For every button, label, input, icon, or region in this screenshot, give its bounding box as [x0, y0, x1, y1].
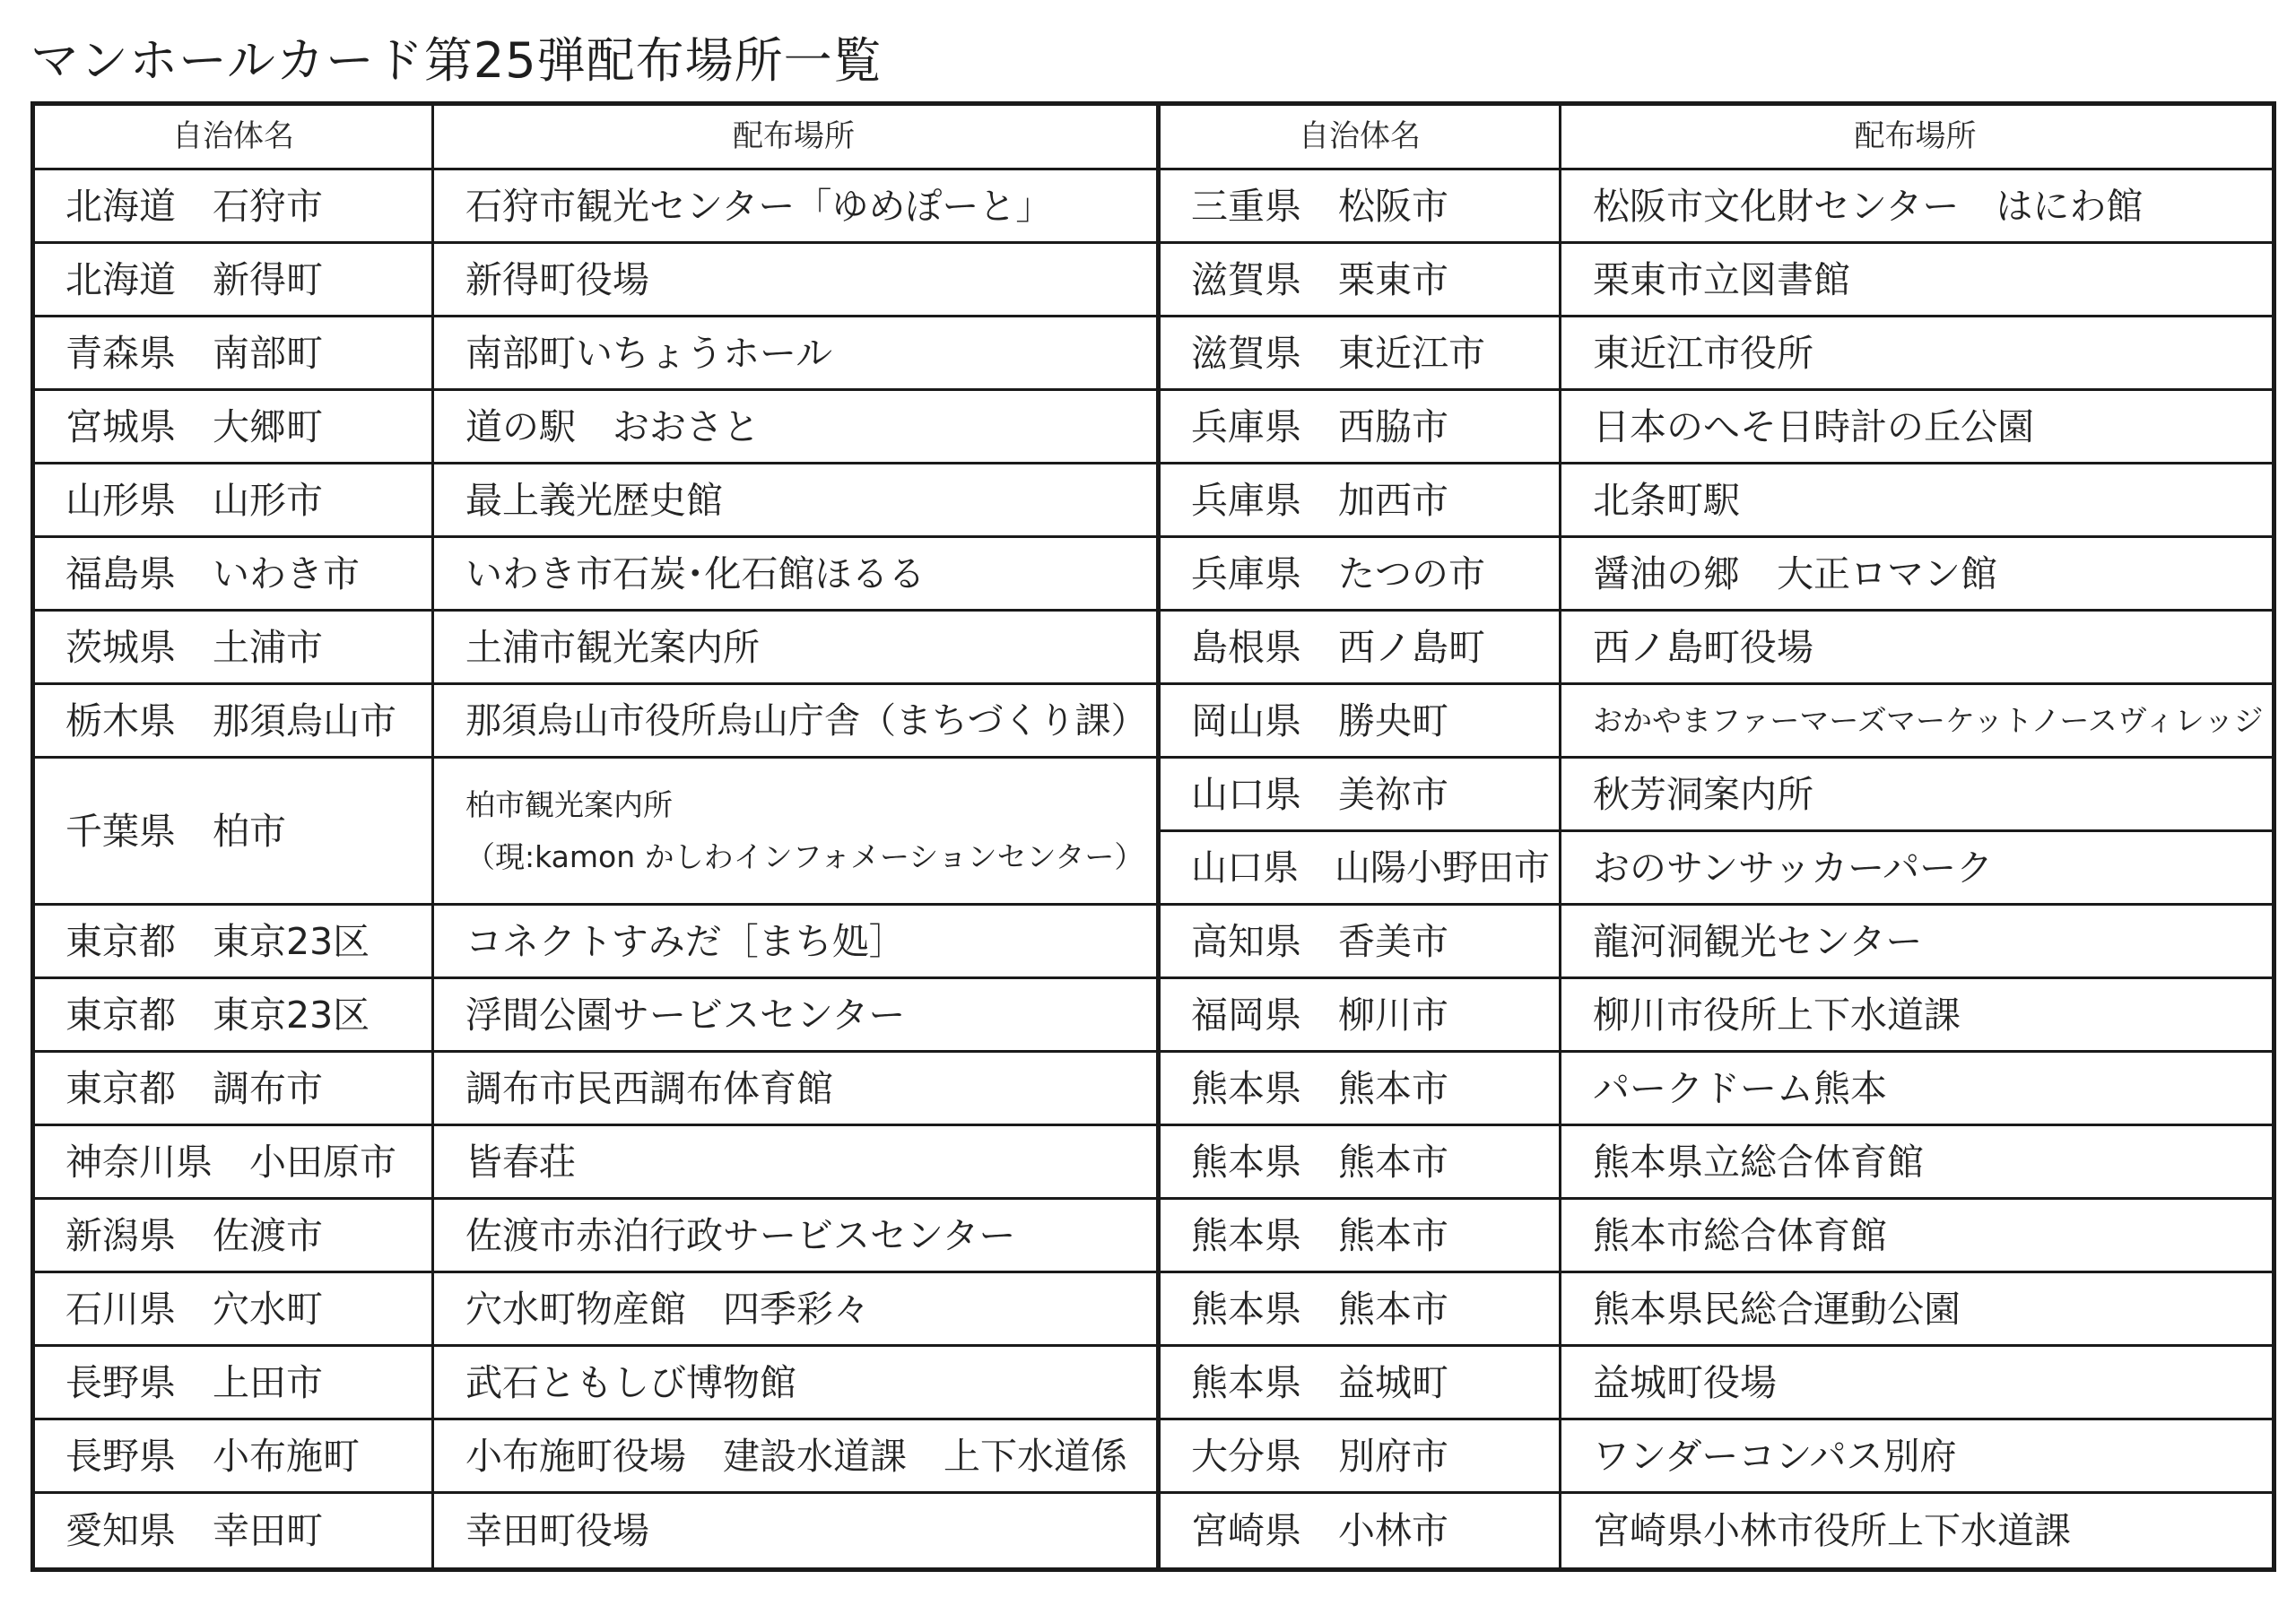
header-municipality: 自治体名	[1299, 118, 1421, 154]
location-cell	[465, 244, 1151, 315]
municipality-text: 神奈川県 小田原市	[65, 1140, 396, 1184]
municipality-text: 茨城県 土浦市	[65, 625, 323, 669]
municipality-text: 大分県 別府市	[1191, 1434, 1448, 1478]
table-row	[1161, 685, 2272, 759]
table-row	[1161, 464, 2272, 538]
municipality-cell	[1191, 1126, 1553, 1197]
municipality-text: 宮崎県 小林市	[1191, 1509, 1448, 1552]
location-text: 那須烏山市役所烏山庁舎（まちづくり課）	[465, 699, 1147, 742]
municipality-cell	[65, 759, 426, 903]
table-row	[1161, 612, 2272, 685]
municipality-cell	[1191, 244, 1553, 315]
municipality-cell	[65, 979, 426, 1050]
location-text: 益城町役場	[1593, 1360, 1777, 1404]
table-row	[1161, 1347, 2272, 1420]
location-cell	[1593, 685, 2268, 756]
municipality-cell	[1191, 391, 1553, 462]
location-text: 石狩市観光センター「ゆめぽーと」	[465, 184, 1053, 228]
municipality-text: 北海道 石狩市	[65, 184, 323, 228]
location-text: 穴水町物産館 四季彩々	[465, 1287, 870, 1331]
location-cell	[1593, 1053, 2268, 1124]
municipality-cell	[1191, 538, 1553, 609]
location-text-line2: （現:kamon かしわインフォメーションセンター）	[465, 838, 1144, 874]
location-cell	[465, 906, 1151, 976]
municipality-cell	[1191, 1200, 1553, 1271]
municipality-cell	[65, 170, 426, 241]
table-row	[35, 464, 1156, 538]
header-row	[1161, 106, 2272, 170]
location-text: いわき市石炭･化石館ほるる	[465, 551, 926, 595]
location-text: 柳川市役所上下水道課	[1593, 993, 1961, 1037]
location-text: 小布施町役場 建設水道課 上下水道係	[465, 1434, 1127, 1478]
municipality-text: 熊本県 益城町	[1191, 1360, 1448, 1404]
table-row	[35, 391, 1156, 464]
location-text: 日本のへそ日時計の丘公園	[1593, 404, 2034, 448]
location-cell	[465, 1200, 1151, 1271]
location-cell	[1593, 1273, 2268, 1344]
location-text: おかやまファーマーズマーケットノースヴィレッジ	[1593, 702, 2264, 738]
municipality-text: 石川県 穴水町	[65, 1287, 323, 1331]
location-text: 醤油の郷 大正ロマン館	[1593, 551, 1997, 595]
location-text: 佐渡市赤泊行政サービスセンター	[465, 1213, 1016, 1257]
municipality-cell	[1191, 170, 1553, 241]
location-cell	[465, 1494, 1151, 1567]
municipality-text: 熊本県 熊本市	[1191, 1066, 1448, 1110]
distribution-table	[30, 101, 2276, 1572]
municipality-cell	[65, 391, 426, 462]
location-cell	[465, 1420, 1151, 1491]
table-row	[35, 1420, 1156, 1494]
municipality-text: 福島県 いわき市	[65, 551, 360, 595]
left-table-half	[35, 106, 1161, 1567]
location-text: 龍河洞観光センター	[1593, 919, 1923, 963]
municipality-cell	[1191, 979, 1553, 1050]
municipality-text: 山口県 美祢市	[1191, 772, 1448, 816]
municipality-text: 東京都 調布市	[65, 1066, 323, 1110]
municipality-cell	[65, 906, 426, 976]
header-location: 配布場所	[733, 118, 855, 154]
municipality-text: 熊本県 熊本市	[1191, 1140, 1448, 1184]
municipality-text: 長野県 上田市	[65, 1360, 323, 1404]
location-text: 北条町駅	[1593, 478, 1740, 522]
location-text: 熊本県民総合運動公園	[1593, 1287, 1961, 1331]
municipality-cell	[65, 1420, 426, 1491]
municipality-cell	[1191, 1053, 1553, 1124]
location-cell	[1593, 391, 2268, 462]
municipality-text: 熊本県 熊本市	[1191, 1287, 1448, 1331]
municipality-cell	[1191, 464, 1553, 535]
municipality-cell	[65, 1347, 426, 1418]
table-row	[35, 1347, 1156, 1420]
table-row	[1161, 1200, 2272, 1273]
location-text: 西ノ島町役場	[1593, 625, 1813, 669]
location-cell	[465, 1053, 1151, 1124]
municipality-cell	[1191, 906, 1553, 976]
table-row	[1161, 538, 2272, 612]
table-row	[35, 538, 1156, 612]
municipality-text: 福岡県 柳川市	[1191, 993, 1448, 1037]
municipality-cell	[65, 1273, 426, 1344]
municipality-text: 北海道 新得町	[65, 257, 323, 301]
municipality-cell	[1191, 1273, 1553, 1344]
municipality-cell	[65, 685, 426, 756]
header-row	[35, 106, 1156, 170]
table-row	[35, 244, 1156, 317]
location-cell	[465, 685, 1151, 756]
municipality-text: 宮城県 大郷町	[65, 404, 323, 448]
municipality-text: 滋賀県 栗東市	[1191, 257, 1448, 301]
municipality-cell	[65, 1053, 426, 1124]
header-location: 配布場所	[1854, 118, 1977, 154]
location-text: パークドーム熊本	[1593, 1066, 1887, 1110]
location-text: 新得町役場	[465, 257, 649, 301]
location-text: 宮崎県小林市役所上下水道課	[1593, 1509, 2071, 1552]
location-cell	[1593, 317, 2268, 388]
location-text: 皆春荘	[465, 1140, 576, 1184]
table-row	[35, 1053, 1156, 1126]
location-text: 道の駅 おおさと	[465, 404, 760, 448]
location-cell	[1593, 1494, 2268, 1567]
location-text: 松阪市文化財センター はにわ館	[1593, 184, 2144, 228]
municipality-cell	[65, 244, 426, 315]
location-text: 南部町いちょうホール	[465, 331, 833, 375]
location-cell	[1593, 1347, 2268, 1418]
table-row	[1161, 1053, 2272, 1126]
municipality-text: 愛知県 幸田町	[65, 1509, 323, 1552]
location-text: 最上義光歴史館	[465, 478, 723, 522]
location-cell	[465, 464, 1151, 535]
table-row	[1161, 391, 2272, 464]
location-cell	[1593, 612, 2268, 682]
municipality-cell	[65, 464, 426, 535]
location-cell	[1593, 244, 2268, 315]
location-text: 柏市観光案内所	[465, 786, 673, 822]
location-cell	[1593, 1126, 2268, 1197]
municipality-text: 兵庫県 たつの市	[1191, 551, 1485, 595]
location-cell	[465, 1273, 1151, 1344]
municipality-text: 兵庫県 西脇市	[1191, 404, 1448, 448]
table-row	[1161, 832, 2272, 906]
location-text: 栗東市立図書館	[1593, 257, 1850, 301]
location-cell	[465, 170, 1151, 241]
location-text: 調布市民西調布体育館	[465, 1066, 833, 1110]
municipality-text: 熊本県 熊本市	[1191, 1213, 1448, 1257]
municipality-text: 三重県 松阪市	[1191, 184, 1448, 228]
location-cell	[1593, 464, 2268, 535]
municipality-text: 東京都 東京23区	[65, 919, 370, 963]
location-text: おのサンサッカーパーク	[1593, 846, 1994, 890]
municipality-cell	[65, 1494, 426, 1567]
location-cell	[465, 612, 1151, 682]
table-row	[35, 170, 1156, 244]
municipality-text: 栃木県 那須烏山市	[65, 699, 396, 742]
location-text: コネクトすみだ［まち処］	[465, 919, 906, 963]
municipality-text: 東京都 東京23区	[65, 993, 370, 1037]
location-cell	[1593, 979, 2268, 1050]
municipality-text: 島根県 西ノ島町	[1191, 625, 1485, 669]
location-cell	[1593, 1200, 2268, 1271]
table-row	[35, 317, 1156, 391]
table-row	[1161, 979, 2272, 1053]
location-text: 熊本市総合体育館	[1593, 1213, 1887, 1257]
table-row	[35, 685, 1156, 759]
table-row	[35, 906, 1156, 979]
table-row	[1161, 317, 2272, 391]
municipality-cell	[1191, 612, 1553, 682]
table-row	[1161, 244, 2272, 317]
table-row	[1161, 1420, 2272, 1494]
location-text: 浮間公園サービスセンター	[465, 993, 906, 1037]
table-row	[1161, 759, 2272, 832]
municipality-cell	[65, 1200, 426, 1271]
table-row	[35, 612, 1156, 685]
municipality-cell	[1191, 1347, 1553, 1418]
municipality-cell	[65, 1126, 426, 1197]
table-row	[1161, 906, 2272, 979]
location-text: 幸田町役場	[465, 1509, 649, 1552]
municipality-text: 山形県 山形市	[65, 478, 323, 522]
location-cell	[1593, 538, 2268, 609]
location-cell	[465, 1347, 1151, 1418]
location-text: 秋芳洞案内所	[1593, 772, 1813, 816]
location-cell	[465, 317, 1151, 388]
municipality-text: 岡山県 勝央町	[1191, 699, 1448, 742]
location-text: 土浦市観光案内所	[465, 625, 760, 669]
municipality-text: 長野県 小布施町	[65, 1434, 360, 1478]
table-row	[35, 1494, 1156, 1567]
municipality-cell	[1191, 759, 1553, 829]
table-row	[35, 1273, 1156, 1347]
location-cell	[465, 391, 1151, 462]
municipality-text: 新潟県 佐渡市	[65, 1213, 323, 1257]
location-cell	[1593, 906, 2268, 976]
municipality-text: 高知県 香美市	[1191, 919, 1448, 963]
table-row	[35, 1200, 1156, 1273]
municipality-cell	[1191, 317, 1553, 388]
municipality-text: 千葉県 柏市	[65, 809, 286, 853]
location-cell	[1593, 170, 2268, 241]
location-text: ワンダーコンパス別府	[1593, 1434, 1957, 1478]
location-cell	[465, 979, 1151, 1050]
municipality-text: 山口県 山陽小野田市	[1191, 846, 1550, 889]
table-row	[1161, 1494, 2272, 1567]
municipality-cell	[65, 317, 426, 388]
municipality-text: 兵庫県 加西市	[1191, 478, 1448, 522]
table-row	[35, 979, 1156, 1053]
page-title: マンホールカード第25弾配布場所一覧	[30, 32, 883, 89]
municipality-cell	[1191, 832, 1553, 903]
municipality-cell	[1191, 1420, 1553, 1491]
location-cell	[1593, 832, 2268, 903]
table-row	[35, 1126, 1156, 1200]
table-row	[35, 759, 1156, 906]
location-cell	[465, 759, 1151, 903]
location-text: 東近江市役所	[1593, 331, 1813, 375]
location-cell	[465, 538, 1151, 609]
municipality-text: 滋賀県 東近江市	[1191, 331, 1485, 375]
right-table-half	[1161, 106, 2272, 1567]
location-cell	[465, 1126, 1151, 1197]
header-municipality: 自治体名	[172, 118, 294, 154]
table-row	[1161, 170, 2272, 244]
location-cell	[1593, 759, 2268, 829]
table-row	[1161, 1126, 2272, 1200]
table-row	[1161, 1273, 2272, 1347]
municipality-cell	[65, 538, 426, 609]
location-cell	[1593, 1420, 2268, 1491]
location-text: 武石ともしび博物館	[465, 1360, 796, 1404]
municipality-cell	[1191, 1494, 1553, 1567]
municipality-text: 青森県 南部町	[65, 331, 323, 375]
municipality-cell	[1191, 685, 1553, 756]
municipality-cell	[65, 612, 426, 682]
location-text: 熊本県立総合体育館	[1593, 1140, 1924, 1184]
